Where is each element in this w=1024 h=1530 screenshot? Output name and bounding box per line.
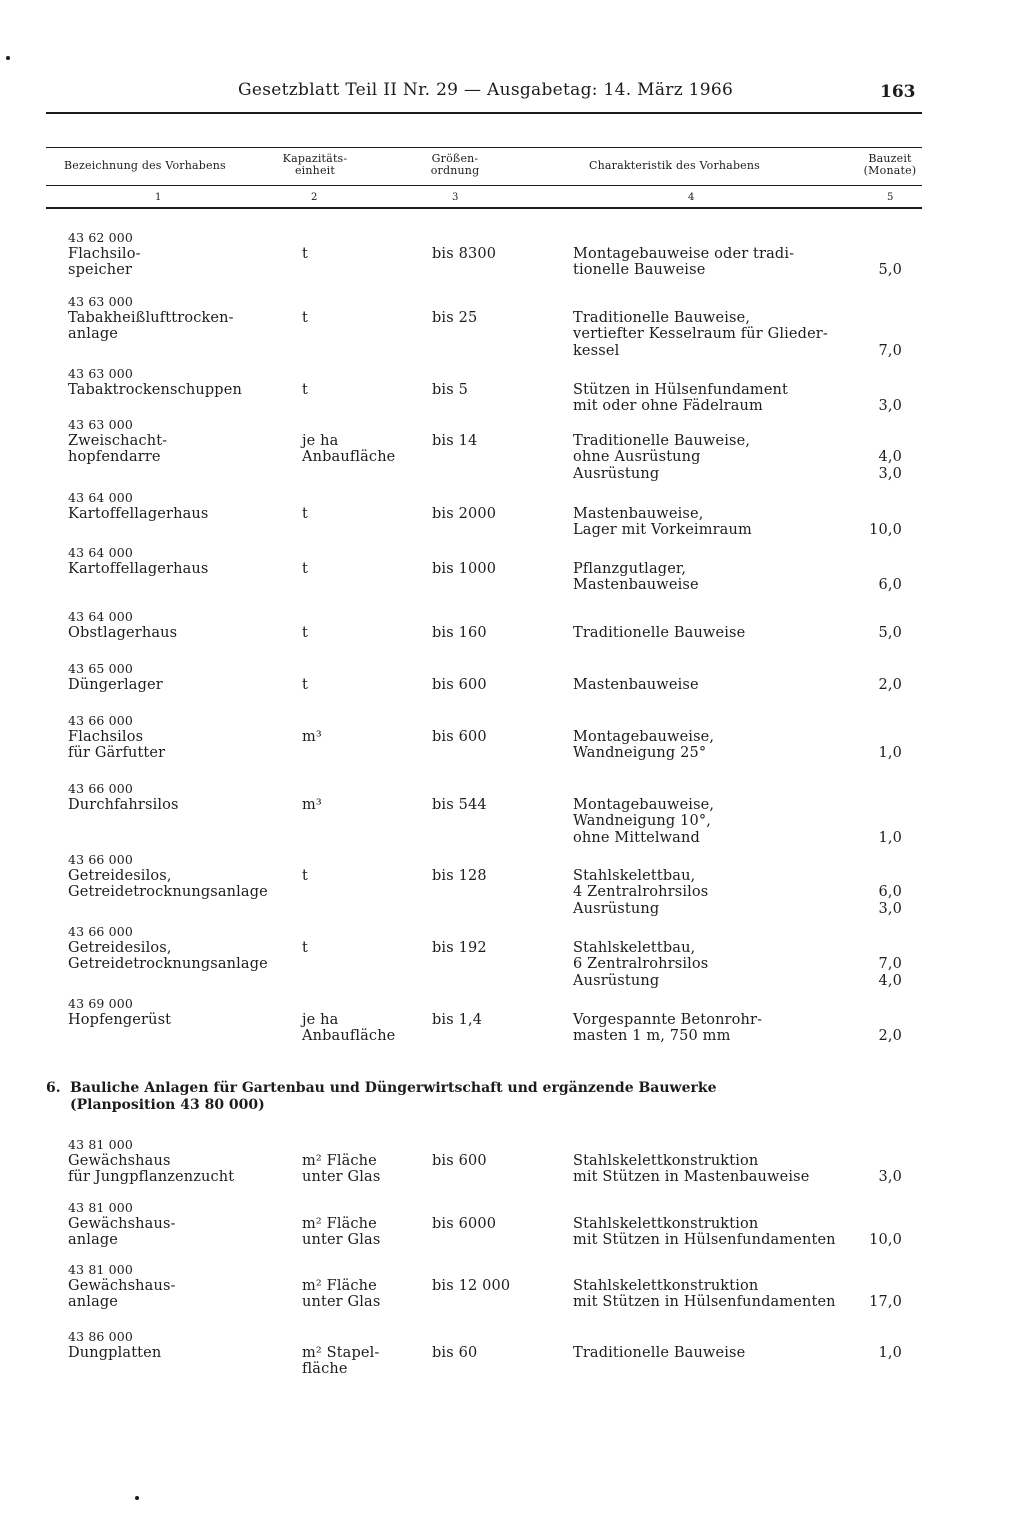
entry-duration: 2,0: [878, 1028, 902, 1045]
section-number: 6.: [46, 1080, 61, 1096]
entry-code: 43 86 000: [68, 1329, 133, 1344]
entry-duration: 7,0: [878, 342, 902, 359]
entry-name: Kartoffellagerhaus: [68, 506, 209, 523]
entry-name: Kartoffellagerhaus: [68, 561, 209, 578]
page-number: 163: [880, 82, 916, 102]
section-title-line-2: (Planposition 43 80 000): [70, 1097, 265, 1113]
entry-code: 43 63 000: [68, 294, 133, 309]
entry-code: 43 81 000: [68, 1137, 133, 1152]
entry-size: bis 25: [432, 310, 478, 327]
entry-size: bis 60: [432, 1345, 478, 1362]
header-rule: [46, 112, 922, 114]
section-heading: [46, 1080, 717, 1114]
entry-duration: 10,0: [869, 1232, 902, 1249]
entry-duration: 6,0: [878, 577, 902, 594]
entry-name: Tabakheißlufttrocken- anlage: [68, 310, 234, 343]
entry-size: bis 5: [432, 382, 468, 399]
entry-duration: 3,0: [878, 398, 902, 415]
column-header-characteristic: Charakteristik des Vorhabens: [589, 159, 761, 172]
entry-capacity-unit: t: [302, 506, 308, 523]
entry-characteristic: Mastenbauweise: [573, 677, 699, 694]
entry-code: 43 66 000: [68, 781, 133, 796]
entry-duration: 6,0 3,0: [878, 884, 902, 917]
entry-code: 43 64 000: [68, 609, 133, 624]
print-mark: [6, 56, 10, 60]
entry-size: bis 600: [432, 1153, 487, 1170]
entry-code: 43 66 000: [68, 852, 133, 867]
entry-name: Getreidesilos, Getreidetrocknungsanlage: [68, 940, 268, 973]
entry-capacity-unit: t: [302, 310, 308, 327]
entry-name: Flachsilos für Gärfutter: [68, 729, 166, 762]
entry-capacity-unit: t: [302, 246, 308, 263]
entry-size: bis 128: [432, 868, 487, 885]
entry-duration: 4,0 3,0: [878, 449, 902, 482]
table-top-rule: [46, 147, 922, 148]
entry-name: Gewächshaus- anlage: [68, 1216, 176, 1249]
entry-duration: 2,0: [878, 677, 902, 694]
table-mid-rule: [46, 185, 922, 186]
entry-name: Zweischacht- hopfendarre: [68, 433, 168, 466]
entry-characteristic: Stützen in Hülsenfundament mit oder ohne Fädelraum: [573, 382, 789, 415]
entry-capacity-unit: je ha Anbaufläche: [302, 433, 396, 466]
section-title-line-1: Bauliche Anlagen für Gartenbau und Düngerwirtschaft und ergänzende Bauwerke: [70, 1080, 717, 1096]
entry-size: bis 544: [432, 797, 487, 814]
table-bottom-rule: [46, 207, 922, 209]
entry-name: Getreidesilos, Getreidetrocknungsanlage: [68, 868, 268, 901]
entry-name: Gewächshaus für Jungpflanzenzucht: [68, 1153, 235, 1186]
column-number-1: 1: [155, 192, 162, 203]
entry-size: bis 8300: [432, 246, 497, 263]
entry-duration: 1,0: [878, 1345, 902, 1362]
entry-characteristic: Traditionelle Bauweise: [573, 1345, 746, 1362]
entry-capacity-unit: m² Fläche unter Glas: [302, 1153, 381, 1186]
entry-size: bis 192: [432, 940, 487, 957]
entry-characteristic: Traditionelle Bauweise, vertiefter Kesselraum für Glieder- kessel: [573, 310, 828, 359]
entry-code: 43 81 000: [68, 1262, 133, 1277]
entry-size: bis 600: [432, 729, 487, 746]
entry-name: Düngerlager: [68, 677, 163, 694]
entry-duration: 3,0: [878, 1169, 902, 1186]
entry-code: 43 62 000: [68, 230, 133, 245]
entry-duration: 1,0: [878, 829, 902, 846]
entry-duration: 1,0: [878, 745, 902, 762]
column-number-5: 5: [887, 192, 894, 203]
entry-code: 43 66 000: [68, 924, 133, 939]
print-mark: [135, 1496, 139, 1500]
column-header-description: Bezeichnung des Vorhabens: [64, 159, 226, 172]
entry-capacity-unit: m³: [302, 797, 322, 814]
entry-size: bis 1000: [432, 561, 497, 578]
entry-code: 43 63 000: [68, 366, 133, 381]
entry-name: Flachsilo- speicher: [68, 246, 141, 279]
entry-duration: 7,0 4,0: [878, 956, 902, 989]
column-header-duration-text: Bauzeit (Monate): [863, 152, 917, 177]
entry-duration: 17,0: [869, 1294, 902, 1311]
entry-size: bis 2000: [432, 506, 497, 523]
entry-characteristic: Mastenbauweise, Lager mit Vorkeimraum: [573, 506, 752, 539]
column-header-size-text: Größen- ordnung: [430, 152, 480, 177]
entry-size: bis 12 000: [432, 1278, 511, 1295]
entry-capacity-unit: t: [302, 382, 308, 399]
entry-characteristic: Stahlskelettkonstruktion mit Stützen in Mastenbauweise: [573, 1153, 810, 1186]
entry-characteristic: Stahlskelettkonstruktion mit Stützen in Hülsenfundamenten: [573, 1278, 836, 1311]
entry-name: Hopfengerüst: [68, 1012, 172, 1029]
entry-code: 43 81 000: [68, 1200, 133, 1215]
entry-code: 43 65 000: [68, 661, 133, 676]
entry-characteristic: Vorgespannte Betonrohr- masten 1 m, 750 mm: [573, 1012, 763, 1045]
entry-capacity-unit: m³: [302, 729, 322, 746]
entry-name: Gewächshaus- anlage: [68, 1278, 176, 1311]
entry-name: Obstlagerhaus: [68, 625, 178, 642]
entry-code: 43 66 000: [68, 713, 133, 728]
entry-size: bis 14: [432, 433, 478, 450]
entry-size: bis 1,4: [432, 1012, 483, 1029]
entry-size: bis 160: [432, 625, 487, 642]
entry-duration: 10,0: [869, 522, 902, 539]
entry-characteristic: Montagebauweise, Wandneigung 10°, ohne Mittelwand: [573, 797, 715, 846]
entry-capacity-unit: m² Stapel- fläche: [302, 1345, 380, 1378]
entry-size: bis 6000: [432, 1216, 497, 1233]
entry-code: 43 63 000: [68, 417, 133, 432]
entry-code: 43 64 000: [68, 490, 133, 505]
column-header-capacity-unit-text: Kapazitäts- einheit: [282, 152, 348, 177]
entry-characteristic: Stahlskelettbau, 4 Zentralrohrsilos Ausrüstung: [573, 868, 709, 917]
entry-capacity-unit: je ha Anbaufläche: [302, 1012, 396, 1045]
entry-characteristic: Pflanzgutlager, Mastenbauweise: [573, 561, 699, 594]
entry-characteristic: Montagebauweise, Wandneigung 25°: [573, 729, 715, 762]
entry-name: Dungplatten: [68, 1345, 162, 1362]
entry-capacity-unit: t: [302, 677, 308, 694]
entry-characteristic: Traditionelle Bauweise, ohne Ausrüstung Ausrüstung: [573, 433, 751, 482]
entry-name: Tabaktrockenschuppen: [68, 382, 242, 399]
entry-characteristic: Stahlskelettbau, 6 Zentralrohrsilos Ausrüstung: [573, 940, 709, 989]
entry-capacity-unit: m² Fläche unter Glas: [302, 1216, 381, 1249]
entry-characteristic: Stahlskelettkonstruktion mit Stützen in Hülsenfundamenten: [573, 1216, 836, 1249]
column-header-capacity-unit: [270, 153, 360, 177]
column-number-3: 3: [452, 192, 459, 203]
column-number-4: 4: [688, 192, 695, 203]
entry-capacity-unit: t: [302, 940, 308, 957]
entry-name: Durchfahrsilos: [68, 797, 179, 814]
column-number-2: 2: [311, 192, 318, 203]
entry-code: 43 69 000: [68, 996, 133, 1011]
column-header-duration: [852, 153, 928, 177]
column-header-size: [410, 153, 500, 177]
entry-duration: 5,0: [878, 262, 902, 279]
entry-duration: 5,0: [878, 625, 902, 642]
entry-size: bis 600: [432, 677, 487, 694]
entry-capacity-unit: m² Fläche unter Glas: [302, 1278, 381, 1311]
entry-code: 43 64 000: [68, 545, 133, 560]
page-header-title: Gesetzblatt Teil II Nr. 29 — Ausgabetag: 14. März 1966: [238, 80, 734, 100]
entry-capacity-unit: t: [302, 625, 308, 642]
entry-characteristic: Traditionelle Bauweise: [573, 625, 746, 642]
entry-capacity-unit: t: [302, 868, 308, 885]
entry-capacity-unit: t: [302, 561, 308, 578]
entry-characteristic: Montagebauweise oder tradi- tionelle Bauweise: [573, 246, 795, 279]
